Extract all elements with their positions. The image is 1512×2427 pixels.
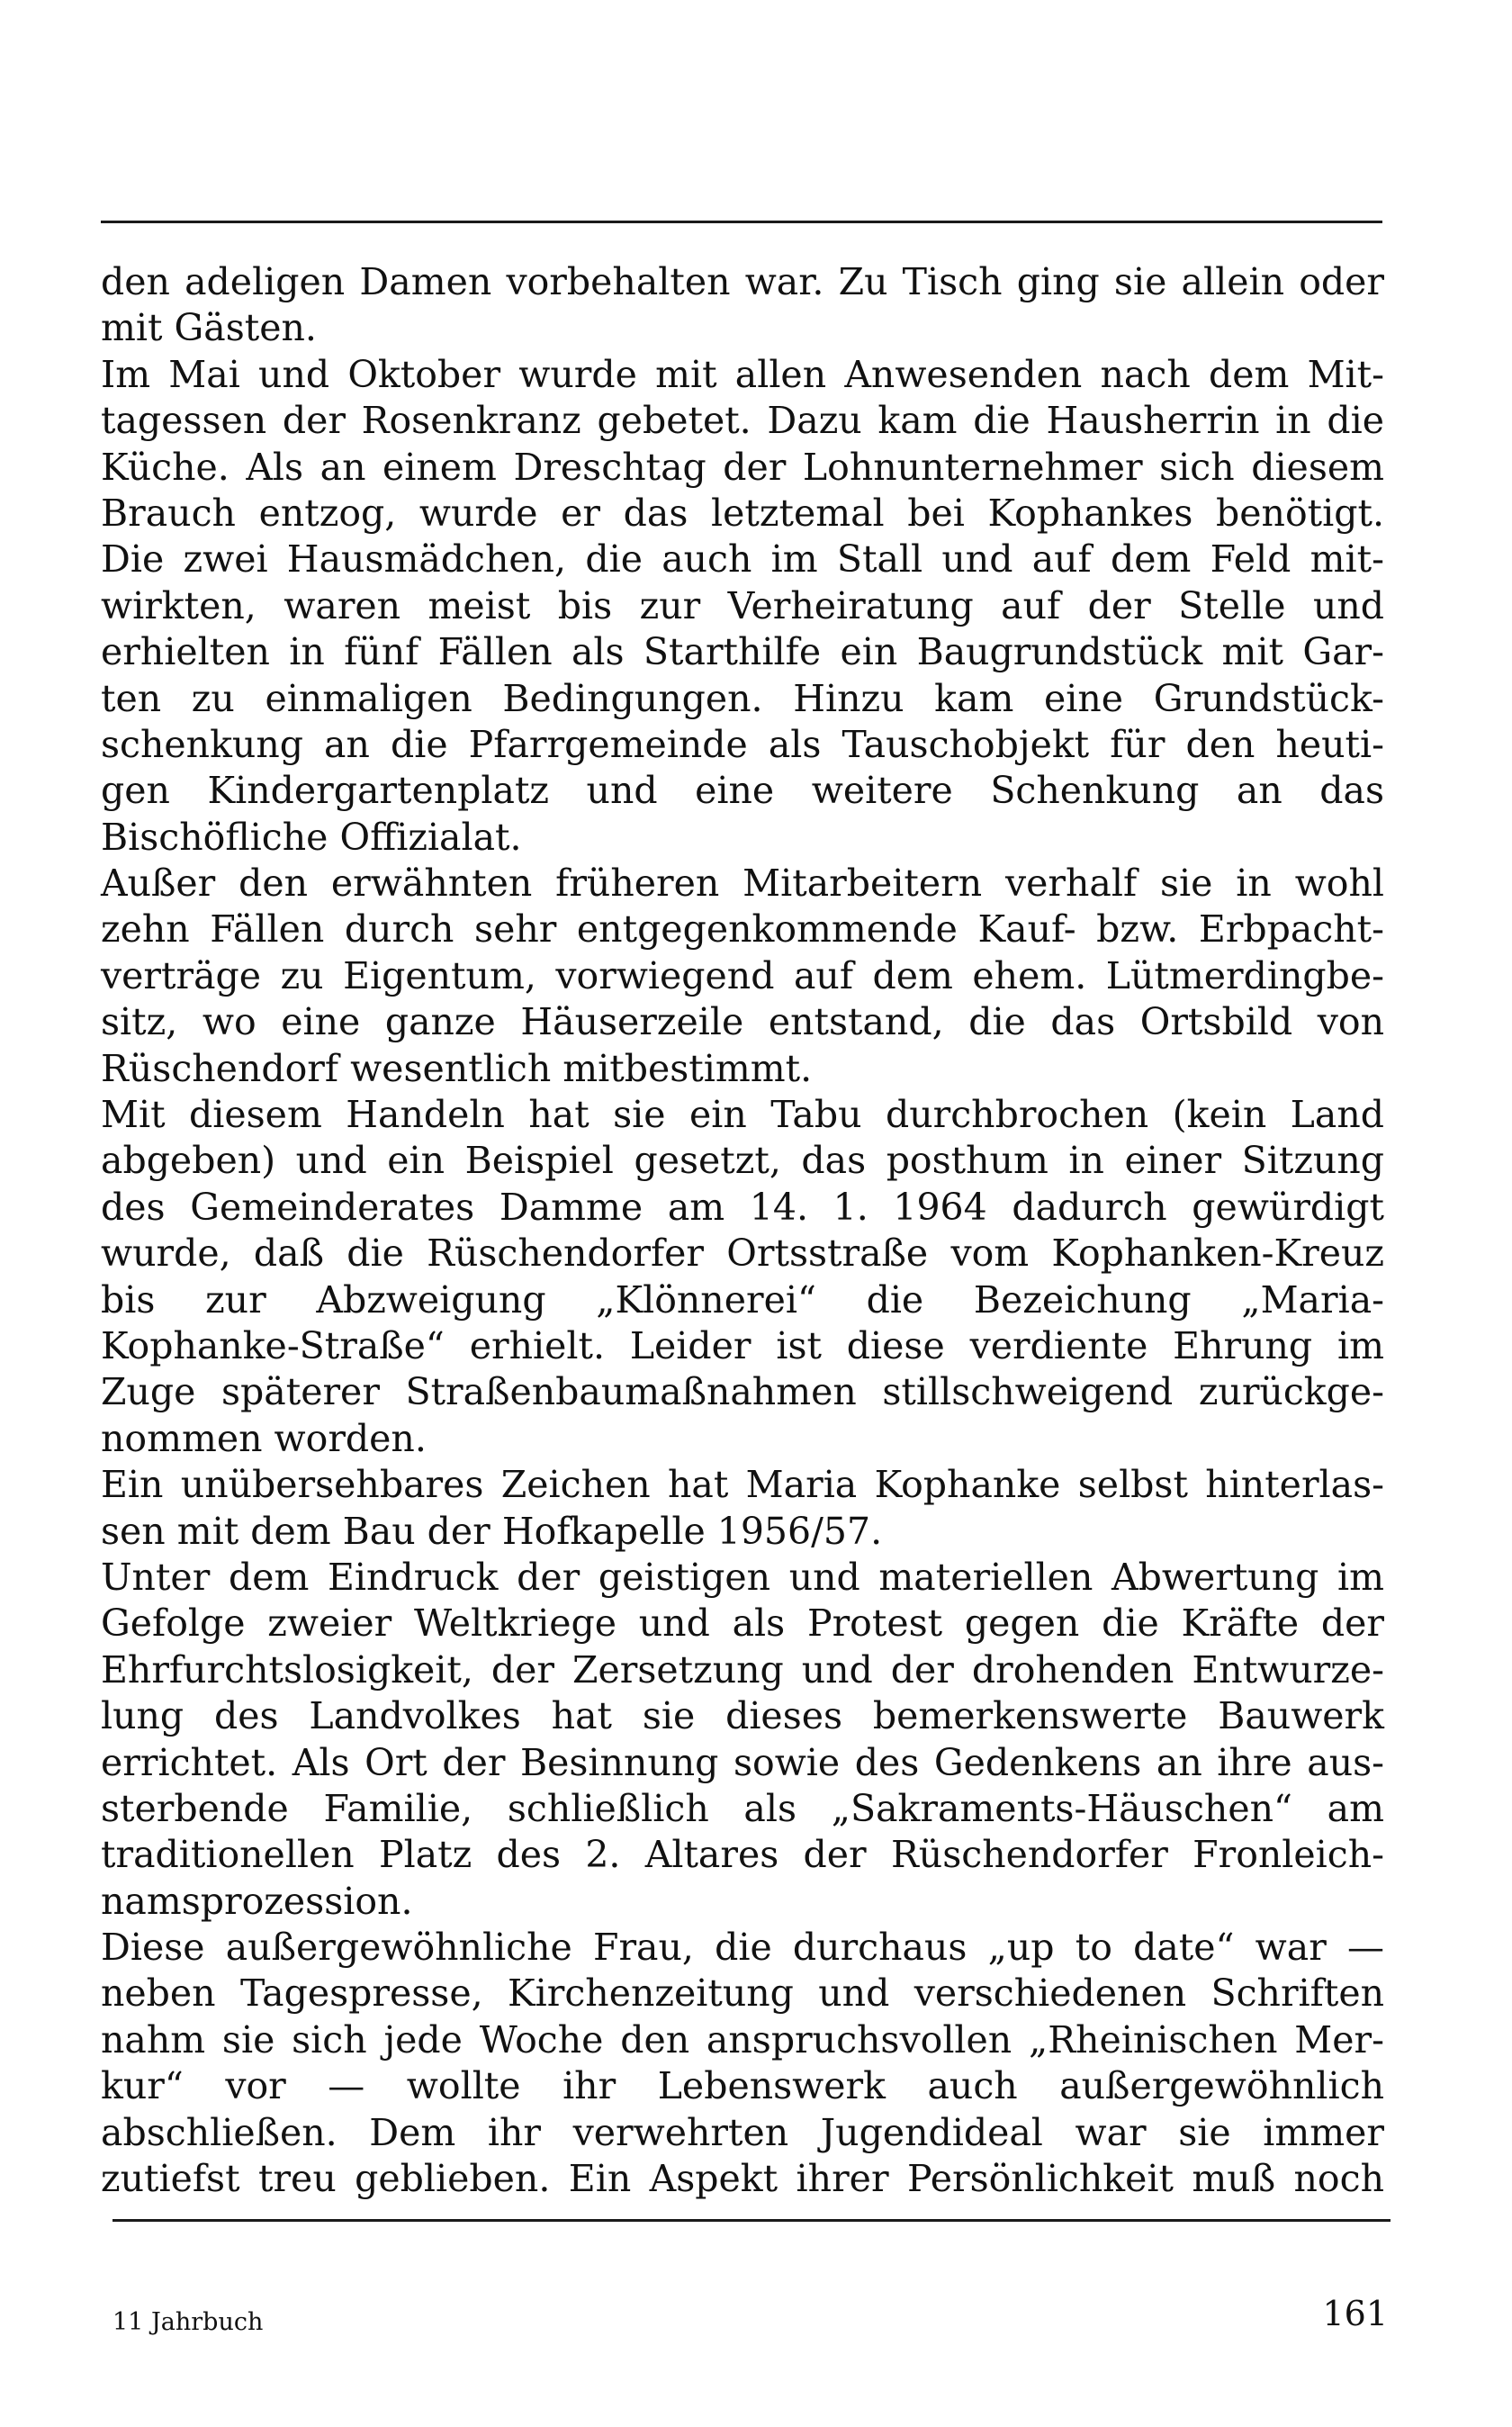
text-line: Im Mai und Oktober wurde mit allen Anwesenden nach dem Mit-	[101, 352, 1384, 396]
text-line: abgeben) und ein Beispiel gesetzt, das posthum in einer Sitzung	[101, 1139, 1384, 1183]
text-line: abschließen. Dem ihr verwehrten Jugendideal war sie immer	[101, 2110, 1384, 2154]
text-line: zehn Fällen durch sehr entgegenkommende Kauf- bzw. Erbpacht-	[101, 907, 1384, 952]
text-line: nahm sie sich jede Woche den anspruchsvollen „Rheinischen Mer-	[101, 2017, 1384, 2062]
text-line: tagessen der Rosenkranz gebetet. Dazu kam die Hausherrin in die	[101, 399, 1384, 443]
text-line: errichtet. Als Ort der Besinnung sowie des Gedenkens an ihre aus-	[101, 1740, 1384, 1784]
text-line: Unter dem Eindruck der geistigen und materiellen Abwertung im	[101, 1555, 1384, 1599]
top-rule	[101, 221, 1382, 223]
text-line: lung des Landvolkes hat sie dieses bemerkenswerte Bauwerk	[101, 1694, 1384, 1738]
text-line: sterbende Familie, schließlich als „Sakraments-Häuschen“ am	[101, 1786, 1384, 1830]
text-line: nommen worden.	[101, 1416, 427, 1460]
text-line: Außer den erwähnten früheren Mitarbeitern verhalf sie in wohl	[101, 862, 1384, 906]
text-line: Kophanke-Straße“ erhielt. Leider ist diese verdiente Ehrung im	[101, 1323, 1384, 1367]
text-line: Bischöfliche Offizialat.	[101, 815, 522, 859]
text-line: Zuge späterer Straßenbaumaßnahmen stillschweigend zurückge-	[101, 1370, 1384, 1414]
text-line: gen Kindergartenplatz und eine weitere Schenkung an das	[101, 769, 1384, 813]
body-text	[101, 259, 1384, 2202]
text-line: bis zur Abzweigung „Klönnerei“ die Bezeichung „Maria-	[101, 1277, 1384, 1322]
text-line: Küche. Als an einem Dreschtag der Lohnunternehmer sich diesem	[101, 445, 1384, 489]
text-line: verträge zu Eigentum, vorwiegend auf dem ehem. Lütmerdingbe-	[101, 953, 1384, 997]
text-line: namsprozession.	[101, 1879, 413, 1923]
text-line: Diese außergewöhnliche Frau, die durchaus „up to date“ war —	[101, 1926, 1384, 1970]
text-line: Die zwei Hausmädchen, die auch im Stall und auf dem Feld mit-	[101, 537, 1384, 582]
footer-book-label: 11 Jahrbuch	[112, 2308, 264, 2336]
text-line: erhielten in fünf Fällen als Starthilfe ein Baugrundstück mit Gar-	[101, 630, 1384, 674]
text-line: ten zu einmaligen Bedingungen. Hinzu kam eine Grundstück-	[101, 676, 1384, 720]
text-line: schenkung an die Pfarrgemeinde als Tauschobjekt für den heuti-	[101, 722, 1384, 766]
text-line: Rüschendorf wesentlich mitbestimmt.	[101, 1046, 813, 1090]
text-line: Ein unübersehbares Zeichen hat Maria Kophanke selbst hinterlas-	[101, 1463, 1384, 1507]
text-line: wurde, daß die Rüschendorfer Ortsstraße vom Kophanken-Kreuz	[101, 1232, 1384, 1276]
text-line: mit Gästen.	[101, 306, 317, 350]
text-line: Ehrfurchtslosigkeit, der Zersetzung und der drohenden Entwurze-	[101, 1647, 1384, 1692]
text-line: sen mit dem Bau der Hofkapelle 1956/57.	[101, 1509, 883, 1553]
text-line: wirkten, waren meist bis zur Verheiratung auf der Stelle und	[101, 583, 1384, 627]
text-line: des Gemeinderates Damme am 14. 1. 1964 dadurch gewürdigt	[101, 1185, 1384, 1229]
text-line: den adeligen Damen vorbehalten war. Zu Tisch ging sie allein oder	[101, 260, 1384, 303]
bottom-rule	[112, 2219, 1390, 2222]
text-line: traditionellen Platz des 2. Altares der Rüschendorfer Fronleich-	[101, 1833, 1384, 1877]
text-line: zutiefst treu geblieben. Ein Aspekt ihrer Persönlichkeit muß noch	[101, 2157, 1384, 2201]
page-number: 161	[1322, 2294, 1388, 2333]
text-line: Gefolge zweier Weltkriege und als Protest gegen die Kräfte der	[101, 1601, 1384, 1646]
text-line: Brauch entzog, wurde er das letztemal bei Kophankes benötigt.	[101, 491, 1384, 535]
text-line: neben Tagespresse, Kirchenzeitung und verschiedenen Schriften	[101, 1971, 1384, 2016]
text-line: Mit diesem Handeln hat sie ein Tabu durchbrochen (kein Land	[101, 1093, 1384, 1137]
text-line: sitz, wo eine ganze Häuserzeile entstand, die das Ortsbild von	[101, 1000, 1384, 1044]
text-line: kur“ vor — wollte ihr Lebenswerk auch außergewöhnlich	[101, 2064, 1384, 2108]
